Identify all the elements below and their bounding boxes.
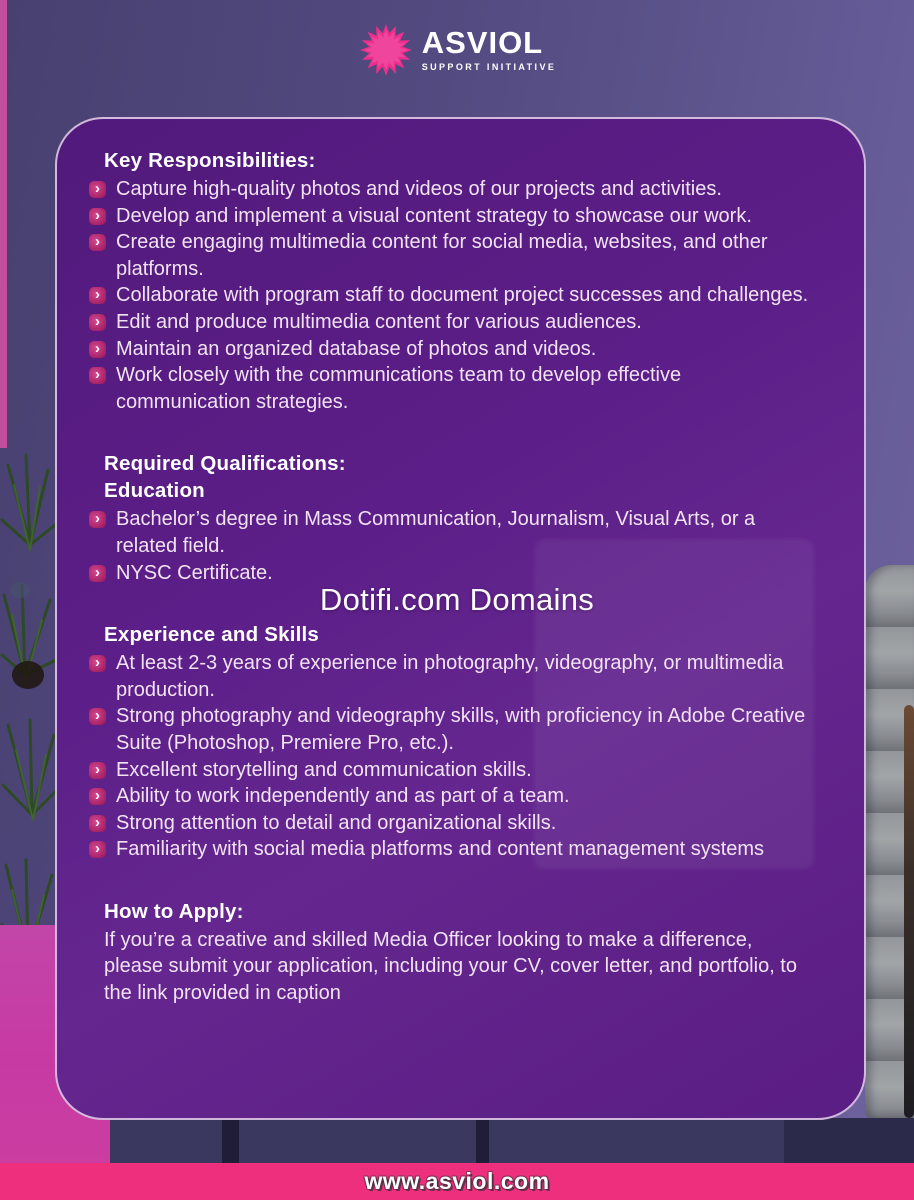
list-item (104, 336, 820, 363)
section-required-qualifications (104, 450, 820, 586)
chevron-right-icon (89, 181, 106, 198)
chevron-right-icon (89, 565, 106, 582)
chair-leg-image (476, 1118, 489, 1164)
splatter-burst-icon (358, 22, 414, 78)
list-item (104, 836, 820, 863)
logo-name: ASVIOL (421, 24, 544, 60)
job-details-card (55, 117, 866, 1120)
section-heading: Key Responsibilities: (104, 149, 316, 172)
bullet-list (104, 506, 820, 586)
bullet-text: Develop and implement a visual content strategy to showcase our work. (116, 204, 752, 227)
list-item (104, 176, 820, 203)
apply-instructions: If you’re a creative and skilled Media Officer looking to make a difference, please submit your application, including your CV, cover letter, and portfolio, to the link provided in caption (104, 928, 797, 1005)
bullet-list (104, 650, 820, 863)
website-url: www.asviol.com (364, 1168, 550, 1194)
logo-tagline: SUPPORT INITIATIVE (421, 61, 557, 72)
chevron-right-icon (89, 841, 106, 858)
chevron-right-icon (89, 208, 106, 225)
bullet-text: Collaborate with program staff to document project successes and challenges. (116, 284, 809, 307)
list-item (104, 810, 820, 837)
chevron-right-icon (89, 511, 106, 528)
list-item (104, 309, 820, 336)
list-item (104, 362, 820, 415)
bullet-text: Ability to work independently and as part of a team. (116, 785, 570, 808)
list-item (104, 282, 820, 309)
list-item (104, 229, 820, 282)
bullet-list (104, 176, 820, 415)
logo-text (421, 24, 557, 72)
section-experience-skills (104, 621, 820, 863)
chair-leg-image (222, 1118, 239, 1164)
chevron-right-icon (89, 367, 106, 384)
footer-band (0, 1163, 914, 1200)
bullet-text: NYSC Certificate. (116, 561, 273, 584)
chevron-right-icon (89, 788, 106, 805)
brand-logo (0, 20, 914, 78)
bullet-text: Strong attention to detail and organizational skills. (116, 811, 557, 834)
chevron-right-icon (89, 341, 106, 358)
bullet-text: Familiarity with social media platforms and content management systems (116, 838, 765, 861)
bullet-text: Maintain an organized database of photos and videos. (116, 337, 597, 360)
bullet-text: Strong photography and videography skills, with proficiency in Adobe Creative Suite (Photoshop, Premiere Pro, etc.). (116, 705, 806, 754)
list-item (104, 757, 820, 784)
watermark-text: Dotifi.com Domains (319, 582, 595, 617)
bullet-text: Edit and produce multimedia content for various audiences. (116, 310, 642, 333)
list-item (104, 783, 820, 810)
list-item (104, 703, 820, 756)
chevron-right-icon (89, 655, 106, 672)
office-chair-image (865, 565, 914, 1118)
bullet-text: Excellent storytelling and communication skills. (116, 758, 532, 781)
chevron-right-icon (89, 314, 106, 331)
section-key-responsibilities (104, 147, 820, 415)
section-subheading: Education (104, 479, 205, 503)
section-heading: Required Qualifications: (104, 452, 346, 476)
chevron-right-icon (89, 815, 106, 832)
chevron-right-icon (89, 708, 106, 725)
chevron-right-icon (89, 762, 106, 779)
section-how-to-apply (104, 898, 820, 1007)
bullet-text: Create engaging multimedia content for social media, websites, and other platforms. (116, 231, 768, 280)
section-heading: How to Apply: (104, 899, 244, 923)
chevron-right-icon (89, 234, 106, 251)
bullet-text: Work closely with the communications team to develop effective communication strategies. (116, 364, 682, 413)
desk-shadow (784, 1118, 914, 1164)
chevron-right-icon (89, 287, 106, 304)
bullet-text: Capture high-quality photos and videos of our projects and activities. (116, 178, 722, 200)
list-item (104, 203, 820, 230)
list-item (104, 650, 820, 703)
bullet-text: Bachelor’s degree in Mass Communication, Journalism, Visual Arts, or a related field. (116, 508, 756, 557)
desk-image (0, 1118, 914, 1164)
bullet-text: At least 2-3 years of experience in photography, videography, or multimedia production. (116, 652, 784, 701)
list-item (104, 506, 820, 559)
section-heading: Experience and Skills (104, 623, 319, 647)
palm-plant-image (0, 425, 58, 970)
